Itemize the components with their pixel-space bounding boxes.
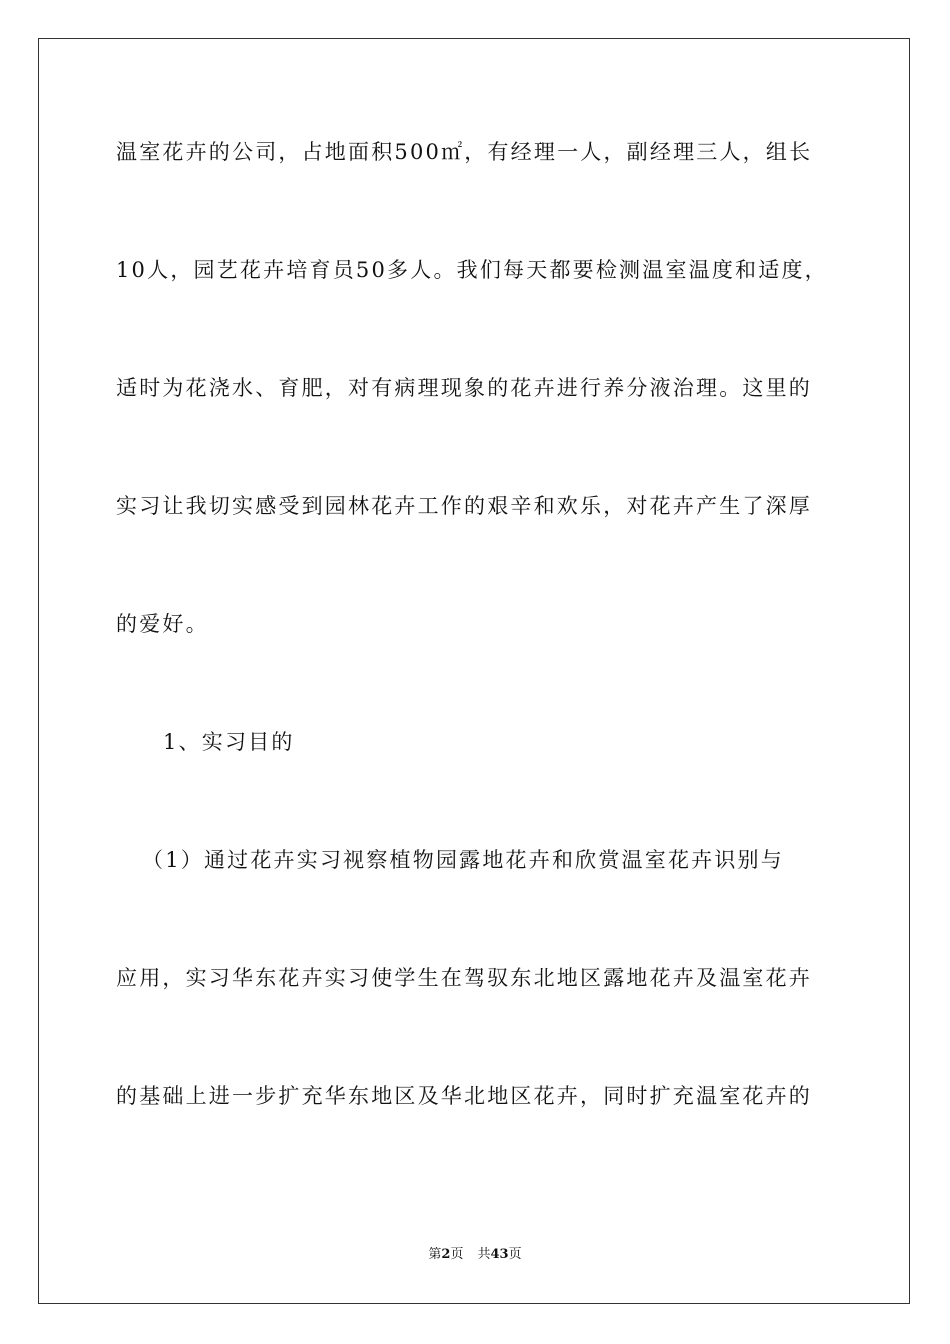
paragraph-line-5: 的爱好。 (116, 612, 209, 636)
paragraph-line-2: 10人，园艺花卉培育员50多人。我们每天都要检测温室温度和适度， (116, 258, 828, 282)
total-pages: 43 (490, 1247, 509, 1262)
paragraph-line-9: 的基础上进一步扩充华东地区及华北地区花卉，同时扩充温室花卉的 (116, 1084, 812, 1108)
paragraph-line-7: （1）通过花卉实习视察植物园露地花卉和欣赏温室花卉识别与 (142, 848, 784, 872)
page-footer (0, 1246, 950, 1264)
page-number: 2 (441, 1247, 451, 1262)
total-suffix: 页 (508, 1247, 522, 1262)
page-frame (38, 38, 910, 1304)
section-heading: 1、实习目的 (163, 730, 295, 754)
paragraph-line-3: 适时为花浇水、育肥，对有病理现象的花卉进行养分液治理。这里的 (116, 376, 812, 400)
paragraph-line-1: 温室花卉的公司，占地面积500㎡，有经理一人，副经理三人，组长 (116, 140, 813, 164)
page-prefix: 第 (428, 1247, 442, 1262)
page-suffix: 页 (450, 1247, 464, 1262)
paragraph-line-4: 实习让我切实感受到园林花卉工作的艰辛和欢乐，对花卉产生了深厚 (116, 494, 812, 518)
paragraph-line-8: 应用，实习华东花卉实习使学生在驾驭东北地区露地花卉及温室花卉 (116, 966, 812, 990)
total-prefix: 共 (477, 1247, 491, 1262)
